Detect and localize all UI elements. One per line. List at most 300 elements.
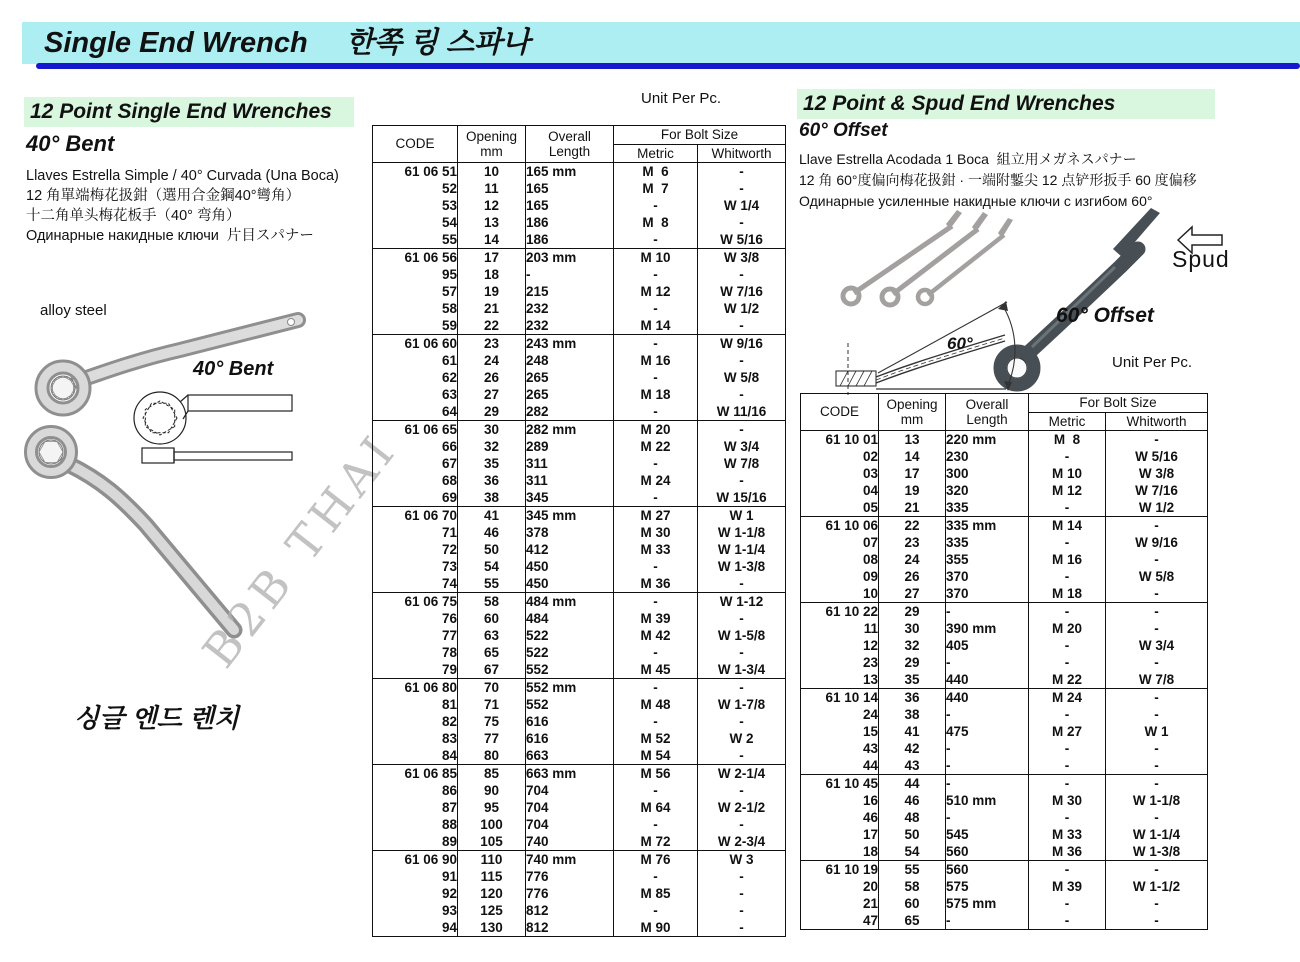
cell-m: -: [1029, 757, 1106, 775]
cell-o: 36: [458, 472, 526, 489]
cell-l: 186: [526, 214, 614, 231]
cell-c: 07: [862, 534, 878, 550]
left-description: [26, 166, 339, 246]
cell-l: 552: [526, 661, 614, 679]
table-row: [373, 438, 786, 455]
table-row: [373, 197, 786, 214]
cell-o: 80: [458, 747, 526, 765]
page-title: [44, 22, 530, 64]
table-row: [801, 654, 1208, 671]
cell-l: 248: [526, 352, 614, 369]
cell-c: 15: [862, 723, 878, 739]
cell-l: 335: [946, 534, 1029, 551]
table-row: [373, 885, 786, 902]
cell-l: -: [526, 266, 614, 283]
cell-c: 05: [862, 499, 878, 515]
header-overall-line2: Length: [966, 412, 1008, 428]
cell-m: M 6: [614, 163, 698, 181]
cell-l: 440: [946, 671, 1029, 689]
cell-l: 616: [526, 713, 614, 730]
cell-o: 48: [879, 809, 946, 826]
table-row: [373, 610, 786, 627]
cell-w: W 11/16: [698, 403, 786, 421]
cell-m: -: [614, 335, 698, 353]
cell-c: 86: [441, 782, 457, 798]
cell-o: 32: [879, 637, 946, 654]
cell-w: -: [1106, 620, 1208, 637]
cell-c: 53: [441, 197, 457, 213]
cell-w: W 1-7/8: [698, 696, 786, 713]
cell-c: 12: [862, 637, 878, 653]
cell-o: 77: [458, 730, 526, 747]
cell-m: M 24: [614, 472, 698, 489]
cell-l: -: [946, 654, 1029, 671]
cell-c: 24: [862, 706, 878, 722]
cell-w: -: [698, 421, 786, 439]
cell-m: -: [1029, 499, 1106, 517]
cell-w: -: [698, 747, 786, 765]
cell-l: 412: [526, 541, 614, 558]
header-metric: Metric: [614, 144, 698, 163]
cell-w: -: [1106, 654, 1208, 671]
cell-c: 62: [441, 369, 457, 385]
header-bolt-size: For Bolt Size: [1029, 394, 1208, 413]
cell-o: 27: [458, 386, 526, 403]
cell-o: 12: [458, 197, 526, 214]
cell-c: 67: [441, 455, 457, 471]
cell-o: 41: [458, 507, 526, 525]
table-row: [373, 352, 786, 369]
cell-l: 243 mm: [526, 335, 614, 353]
cell-m: -: [614, 369, 698, 386]
cell-o: 75: [458, 713, 526, 730]
cell-m: -: [614, 197, 698, 214]
cell-c: 88: [441, 816, 457, 832]
cell-o: 23: [879, 534, 946, 551]
cell-c: 73: [441, 558, 457, 574]
cell-c: 55: [441, 231, 457, 247]
cell-l: 776: [526, 885, 614, 902]
table-row: [373, 799, 786, 816]
cell-w: -: [1106, 757, 1208, 775]
cell-m: M 30: [614, 524, 698, 541]
cell-c: 59: [441, 317, 457, 333]
table-row: [373, 180, 786, 197]
header-overall: [946, 394, 1029, 431]
cell-o: 13: [458, 214, 526, 231]
cell-o: 24: [879, 551, 946, 568]
table-row: [801, 706, 1208, 723]
cell-o: 63: [458, 627, 526, 644]
angle-60-label: 60°: [947, 334, 973, 353]
cell-l: 390 mm: [946, 620, 1029, 637]
cell-o: 70: [458, 679, 526, 697]
cell-l: 335 mm: [946, 517, 1029, 535]
cell-w: -: [1106, 431, 1208, 449]
cell-o: 54: [458, 558, 526, 575]
cell-o: 100: [458, 816, 526, 833]
cell-w: W 1-3/8: [698, 558, 786, 575]
header-metric: Metric: [1029, 412, 1106, 431]
left-desc-line-4: Одинарные накидные ключи 片目スパナー: [26, 228, 314, 244]
table-row: [373, 335, 786, 353]
cell-o: 27: [879, 585, 946, 603]
cell-c: 52: [441, 180, 457, 196]
cell-o: 26: [879, 568, 946, 585]
cell-l: -: [946, 603, 1029, 621]
cell-o: 19: [879, 482, 946, 499]
table-row: [373, 541, 786, 558]
left-desc-line-1: Llaves Estrella Simple / 40° Curvada (Una Boca): [26, 168, 339, 184]
cell-c: 61 10 45: [801, 775, 879, 793]
cell-c: 87: [441, 799, 457, 815]
cell-c: 61 10 19: [801, 861, 879, 879]
cell-o: 23: [458, 335, 526, 353]
cell-o: 17: [458, 249, 526, 267]
cell-c: 16: [862, 792, 878, 808]
cell-m: M 8: [614, 214, 698, 231]
cell-m: M 12: [614, 283, 698, 300]
cell-w: -: [1106, 603, 1208, 621]
cell-l: 663: [526, 747, 614, 765]
cell-w: W 7/8: [1106, 671, 1208, 689]
table-row: [801, 740, 1208, 757]
cell-o: 21: [458, 300, 526, 317]
cell-o: 26: [458, 369, 526, 386]
cell-c: 20: [862, 878, 878, 894]
cell-c: 13: [862, 671, 878, 687]
header-overall-line1: Overall: [965, 396, 1009, 412]
cell-c: 58: [441, 300, 457, 316]
cell-o: 105: [458, 833, 526, 851]
cell-c: 95: [441, 266, 457, 282]
cell-m: -: [1029, 534, 1106, 551]
cell-m: -: [614, 816, 698, 833]
cell-o: 11: [458, 180, 526, 197]
cell-m: -: [1029, 706, 1106, 723]
cell-w: W 1/4: [698, 197, 786, 214]
cell-m: -: [1029, 912, 1106, 930]
cell-l: 165: [526, 197, 614, 214]
cell-w: -: [698, 868, 786, 885]
table-row: [801, 517, 1208, 535]
cell-l: 282: [526, 403, 614, 421]
table-row: [801, 895, 1208, 912]
table-row: [373, 231, 786, 249]
table-row: [373, 782, 786, 799]
cell-l: 232: [526, 317, 614, 335]
cell-o: 46: [879, 792, 946, 809]
cell-o: 65: [879, 912, 946, 930]
cell-o: 42: [879, 740, 946, 757]
header-code: CODE: [395, 136, 435, 152]
cell-m: M 22: [614, 438, 698, 455]
cell-c: 43: [862, 740, 878, 756]
cell-m: M 27: [614, 507, 698, 525]
cell-l: 812: [526, 902, 614, 919]
right-desc-line-1: Llave Estrella Acodada 1 Boca 組立用メガネスパナー: [799, 151, 1137, 167]
cell-l: 289: [526, 438, 614, 455]
table-row: [801, 534, 1208, 551]
cell-m: -: [614, 489, 698, 507]
table-row: [801, 499, 1208, 517]
cell-w: W 1-1/4: [698, 541, 786, 558]
cell-m: -: [614, 455, 698, 472]
cell-o: 125: [458, 902, 526, 919]
cell-o: 21: [879, 499, 946, 517]
cell-m: M 24: [1029, 689, 1106, 707]
cell-w: W 1-3/8: [1106, 843, 1208, 861]
single-end-wrench-table: [372, 125, 786, 937]
cell-l: 740: [526, 833, 614, 851]
table-row: [801, 448, 1208, 465]
cell-o: 44: [879, 775, 946, 793]
cell-m: M 16: [1029, 551, 1106, 568]
cell-l: 812: [526, 919, 614, 937]
cell-c: 76: [441, 610, 457, 626]
cell-l: 405: [946, 637, 1029, 654]
cell-c: 78: [441, 644, 457, 660]
cell-c: 61 06 90: [373, 851, 458, 869]
cell-l: -: [946, 706, 1029, 723]
cell-l: 510 mm: [946, 792, 1029, 809]
cell-c: 82: [441, 713, 457, 729]
cell-l: -: [946, 740, 1029, 757]
table-header: [801, 394, 1208, 431]
cell-c: 11: [863, 620, 878, 636]
table-row: [801, 671, 1208, 689]
header-overall: [526, 126, 614, 163]
right-description: [799, 149, 1197, 212]
left-section-heading: 12 Point Single End Wrenches: [24, 97, 354, 127]
cell-c: 61 10 14: [801, 689, 879, 707]
cell-w: W 5/16: [698, 231, 786, 249]
small-spud-wrenches: [843, 210, 1013, 305]
cell-o: 130: [458, 919, 526, 937]
table-row: [801, 826, 1208, 843]
cell-w: -: [698, 902, 786, 919]
cell-m: M 56: [614, 765, 698, 783]
cell-w: -: [698, 214, 786, 231]
cell-o: 30: [879, 620, 946, 637]
cell-m: M 12: [1029, 482, 1106, 499]
cell-m: -: [1029, 809, 1106, 826]
table-row: [373, 266, 786, 283]
cell-m: M 8: [1029, 431, 1106, 449]
cell-l: 704: [526, 782, 614, 799]
table-row: [801, 757, 1208, 775]
table-row: [373, 730, 786, 747]
cell-o: 13: [879, 431, 946, 449]
cell-c: 61 06 65: [373, 421, 458, 439]
right-section-heading: 12 Point & Spud End Wrenches: [797, 89, 1215, 119]
table-row: [373, 851, 786, 869]
cell-c: 03: [862, 465, 878, 481]
cell-l: 522: [526, 644, 614, 661]
cell-m: -: [1029, 603, 1106, 621]
page-title-en: Single End Wrench: [44, 27, 308, 59]
table-row: [373, 644, 786, 661]
left-caption-korean: 싱글 엔드 렌치: [74, 703, 240, 733]
cell-m: -: [1029, 637, 1106, 654]
cell-l: 560: [946, 843, 1029, 861]
table-body: [373, 163, 786, 937]
cell-c: 74: [441, 575, 457, 591]
table-row: [373, 816, 786, 833]
cell-w: -: [698, 610, 786, 627]
cell-m: M 33: [1029, 826, 1106, 843]
cell-o: 18: [458, 266, 526, 283]
cell-c: 64: [441, 403, 457, 419]
cell-c: 68: [441, 472, 457, 488]
cell-o: 55: [879, 861, 946, 879]
offset-angle-diagram: [836, 301, 1015, 395]
cell-m: M 18: [1029, 585, 1106, 603]
cell-m: -: [614, 713, 698, 730]
cell-o: 14: [458, 231, 526, 249]
table-row: [801, 689, 1208, 707]
spud-end-wrench-table: [800, 393, 1208, 930]
cell-m: M 27: [1029, 723, 1106, 740]
table-row: [373, 524, 786, 541]
cell-m: M 18: [614, 386, 698, 403]
cell-o: 43: [879, 757, 946, 775]
cell-w: -: [1106, 895, 1208, 912]
cell-m: -: [614, 782, 698, 799]
cell-o: 50: [458, 541, 526, 558]
cell-m: M 7: [614, 180, 698, 197]
header-overall-line1: Overall: [548, 128, 591, 144]
cell-m: -: [1029, 448, 1106, 465]
cell-w: -: [698, 180, 786, 197]
cell-c: 93: [441, 902, 457, 918]
cell-l: 335: [946, 499, 1029, 517]
cell-l: 265: [526, 386, 614, 403]
table-row: [373, 317, 786, 335]
cell-c: 23: [862, 654, 878, 670]
cell-w: -: [698, 352, 786, 369]
table-row: [801, 861, 1208, 879]
table-row: [373, 696, 786, 713]
cell-o: 110: [458, 851, 526, 869]
table-row: [801, 603, 1208, 621]
table-row: [801, 637, 1208, 654]
cell-l: 560: [946, 861, 1029, 879]
table-row: [373, 868, 786, 885]
table-row: [373, 627, 786, 644]
cell-l: 165: [526, 180, 614, 197]
cell-o: 30: [458, 421, 526, 439]
unit-per-pc-label-middle: Unit Per Pc.: [641, 90, 722, 107]
cell-w: W 1-1/4: [1106, 826, 1208, 843]
cell-w: -: [698, 816, 786, 833]
cell-w: -: [698, 386, 786, 403]
cell-c: 69: [441, 489, 457, 505]
cell-c: 09: [862, 568, 878, 584]
cell-o: 58: [879, 878, 946, 895]
header-opening-line2: mm: [480, 144, 503, 160]
cell-m: -: [614, 403, 698, 421]
cell-w: W 1-5/8: [698, 627, 786, 644]
left-desc-line-2: 12 角單端梅花扱鉗（選用合金鋼40°彎角）: [26, 188, 301, 204]
unit-per-pc-label-right: Unit Per Pc.: [1112, 354, 1193, 371]
header-opening: [458, 126, 526, 163]
cell-c: 54: [441, 214, 457, 230]
cell-m: M 30: [1029, 792, 1106, 809]
left-desc-line-3: 十二角单头梅花板手（40° 弯角）: [26, 208, 241, 224]
cell-w: -: [1106, 706, 1208, 723]
watermark: B2B THAI: [192, 422, 408, 678]
cell-o: 54: [879, 843, 946, 861]
cell-l: 282 mm: [526, 421, 614, 439]
cell-o: 22: [879, 517, 946, 535]
cell-c: 91: [441, 868, 457, 884]
header-whitworth: Whitworth: [1106, 412, 1208, 431]
cell-c: 02: [862, 448, 878, 464]
table-row: [373, 369, 786, 386]
cell-m: M 10: [1029, 465, 1106, 482]
cell-c: 84: [441, 747, 457, 763]
cell-w: W 3/8: [698, 249, 786, 267]
cell-o: 35: [879, 671, 946, 689]
cell-o: 41: [879, 723, 946, 740]
cell-c: 61 06 75: [373, 593, 458, 611]
cell-o: 36: [879, 689, 946, 707]
cell-m: M 33: [614, 541, 698, 558]
cell-l: 440: [946, 689, 1029, 707]
cell-w: -: [1106, 551, 1208, 568]
cell-w: -: [1106, 689, 1208, 707]
cell-l: 616: [526, 730, 614, 747]
cell-c: 71: [441, 524, 457, 540]
table-row: [373, 163, 786, 181]
cell-w: -: [1106, 775, 1208, 793]
header-opening-line1: Opening: [465, 128, 518, 144]
cell-l: 300: [946, 465, 1029, 482]
cell-o: 60: [879, 895, 946, 912]
table-row: [373, 679, 786, 697]
cell-l: 265: [526, 369, 614, 386]
table-row: [801, 431, 1208, 449]
cell-l: 186: [526, 231, 614, 249]
cell-o: 32: [458, 438, 526, 455]
cell-m: -: [614, 644, 698, 661]
cell-c: 17: [862, 826, 878, 842]
cell-w: -: [698, 163, 786, 181]
table-row: [801, 792, 1208, 809]
cell-l: 203 mm: [526, 249, 614, 267]
cell-o: 38: [879, 706, 946, 723]
cell-l: 575 mm: [946, 895, 1029, 912]
table-row: [373, 283, 786, 300]
cell-c: 61 10 22: [801, 603, 879, 621]
cell-w: -: [698, 919, 786, 937]
cell-m: M 39: [1029, 878, 1106, 895]
cell-l: -: [946, 912, 1029, 930]
table-row: [801, 878, 1208, 895]
cell-o: 14: [879, 448, 946, 465]
header-opening-line2: mm: [900, 412, 924, 428]
cell-w: W 15/16: [698, 489, 786, 507]
cell-m: -: [1029, 568, 1106, 585]
cell-m: M 20: [1029, 620, 1106, 637]
cell-c: 89: [441, 833, 457, 849]
cell-l: 220 mm: [946, 431, 1029, 449]
table-row: [373, 661, 786, 679]
cell-m: M 39: [614, 610, 698, 627]
cell-o: 19: [458, 283, 526, 300]
cell-l: 215: [526, 283, 614, 300]
